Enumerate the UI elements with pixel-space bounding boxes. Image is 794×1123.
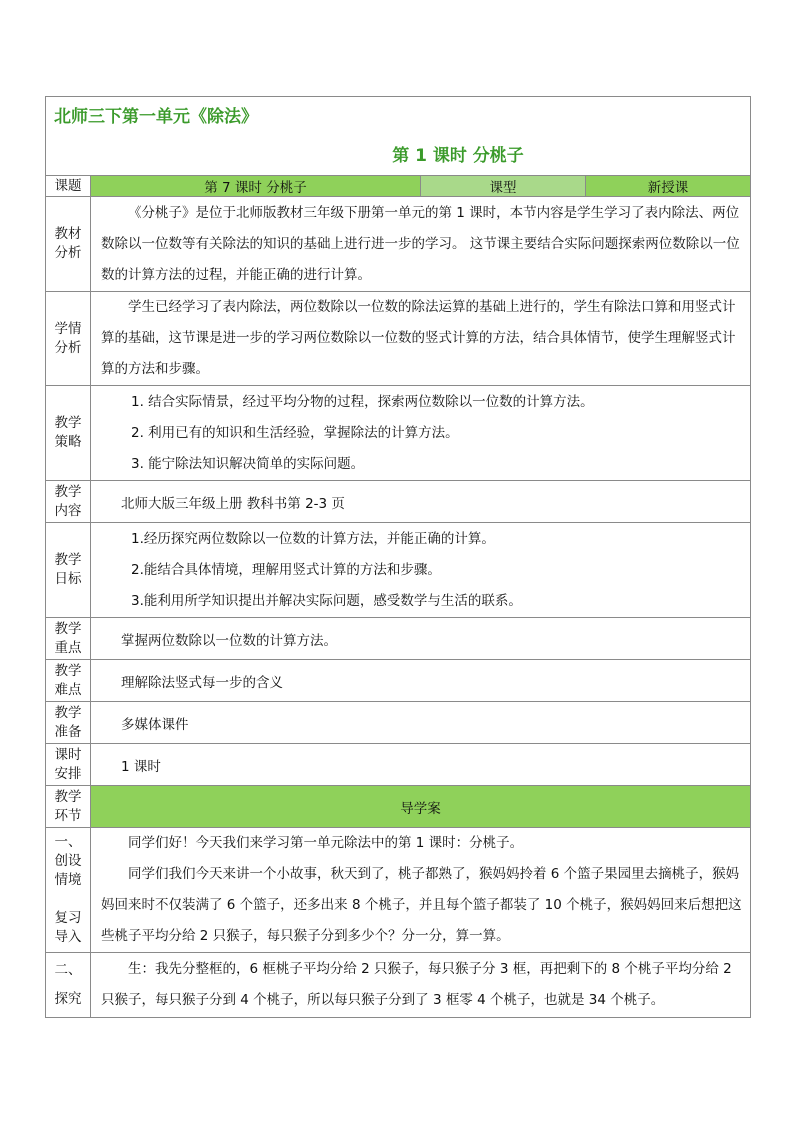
lesson-plan-table bbox=[45, 96, 751, 1018]
difficult-point-text: 理解除法竖式每一步的含义 bbox=[91, 660, 751, 702]
key-point-row bbox=[46, 618, 751, 660]
unit-title: 北师三下第一单元《除法》 bbox=[46, 97, 751, 132]
row-label: 教学 环节 bbox=[46, 786, 91, 828]
list-item: 3.能利用所学知识提出并解决实际问题，感受数学与生活的联系。 bbox=[131, 592, 522, 609]
topic-row bbox=[46, 176, 751, 197]
teaching-goals-list bbox=[91, 523, 751, 618]
schedule-text: 1 课时 bbox=[91, 744, 751, 786]
step-one-row bbox=[46, 828, 751, 953]
row-label: 教学 策略 bbox=[46, 386, 91, 481]
row-label: 二、 探究 bbox=[46, 953, 91, 1018]
material-analysis-text: 《分桃子》是位于北师版教材三年级下册第一单元的第 1 课时，本节内容是学生学习了表内除法、两位数除以一位数等有关除法的知识的基础上进行进一步的学习。 这节课主要结合实际问题探索两位数除以一位数的计算方法的过程，并能正确的进行计算。 bbox=[91, 197, 751, 292]
teaching-goals-row bbox=[46, 523, 751, 618]
difficult-point-row bbox=[46, 660, 751, 702]
list-item: 2.能结合具体情境，理解用竖式计算的方法和步骤。 bbox=[131, 561, 441, 578]
student-analysis-row bbox=[46, 292, 751, 386]
preparation-row bbox=[46, 702, 751, 744]
section-row bbox=[46, 786, 751, 828]
list-item: 1.经历探究两位数除以一位数的计算方法，并能正确的计算。 bbox=[131, 530, 495, 547]
list-item: 3. 能宁除法知识解决简单的实际问题。 bbox=[131, 455, 365, 472]
row-label: 学情 分析 bbox=[46, 292, 91, 386]
step-one-text: 同学们好！今天我们来学习第一单元除法中的第 1 课时：分桃子。 同学们我们今天来讲一个小故事，秋天到了，桃子都熟了，猴妈妈拎着 6 个篮子果园里去摘桃子，猴妈妈回来时不仅装满了 6 个篮子，还多出来 8 个桃子，并且每个篮子都装了 10 个桃子，猴妈妈回来后想把这些桃子平均分给 2 只猴子，每只猴子分到多少个？分一分，算一算。 bbox=[91, 828, 751, 953]
step-two-text: 生：我先分整框的，6 框桃子平均分给 2 只猴子，每只猴子分 3 框，再把剩下的 8 个桃子平均分给 2 只猴子，每只猴子分到 4 个桃子，所以每只猴子分到了 3 框零 4 个桃子，也就是 34 个桃子。 bbox=[91, 953, 751, 1018]
key-point-text: 掌握两位数除以一位数的计算方法。 bbox=[91, 618, 751, 660]
student-analysis-text: 学生已经学习了表内除法，两位数除以一位数的除法运算的基础上进行的，学生有除法口算和用竖式计算的基础，这节课是进一步的学习两位数除以一位数的竖式计算的方法，结合具体情节，使学生理解竖式计算的方法和步骤。 bbox=[91, 292, 751, 386]
material-analysis-row bbox=[46, 197, 751, 292]
topic-label: 课题 bbox=[46, 176, 91, 197]
preparation-text: 多媒体课件 bbox=[91, 702, 751, 744]
row-label: 教学 难点 bbox=[46, 660, 91, 702]
lesson-type-label: 课型 bbox=[421, 176, 586, 197]
schedule-row bbox=[46, 744, 751, 786]
row-label: 教学 准备 bbox=[46, 702, 91, 744]
row-label: 一、 创设 情境 复习 导入 bbox=[46, 828, 91, 953]
row-label: 教学 内容 bbox=[46, 481, 91, 523]
teaching-strategy-row bbox=[46, 386, 751, 481]
section-title: 导学案 bbox=[91, 786, 751, 828]
lesson-type-value: 新授课 bbox=[586, 176, 751, 197]
topic-value: 第 7 课时 分桃子 bbox=[91, 176, 421, 197]
row-label: 教学 日标 bbox=[46, 523, 91, 618]
row-label: 课时 安排 bbox=[46, 744, 91, 786]
row-label: 教学 重点 bbox=[46, 618, 91, 660]
lesson-plan-document bbox=[45, 96, 750, 1018]
list-item: 1. 结合实际情景，经过平均分物的过程，探索两位数除以一位数的计算方法。 bbox=[131, 393, 594, 410]
teaching-strategy-list bbox=[91, 386, 751, 481]
row-label: 教材 分析 bbox=[46, 197, 91, 292]
teaching-content-text: 北师大版三年级上册 教科书第 2-3 页 bbox=[91, 481, 751, 523]
lesson-title: 第 1 课时 分桃子 bbox=[46, 131, 751, 176]
teaching-content-row bbox=[46, 481, 751, 523]
list-item: 2. 利用已有的知识和生活经验，掌握除法的计算方法。 bbox=[131, 424, 459, 441]
step-two-row bbox=[46, 953, 751, 1018]
